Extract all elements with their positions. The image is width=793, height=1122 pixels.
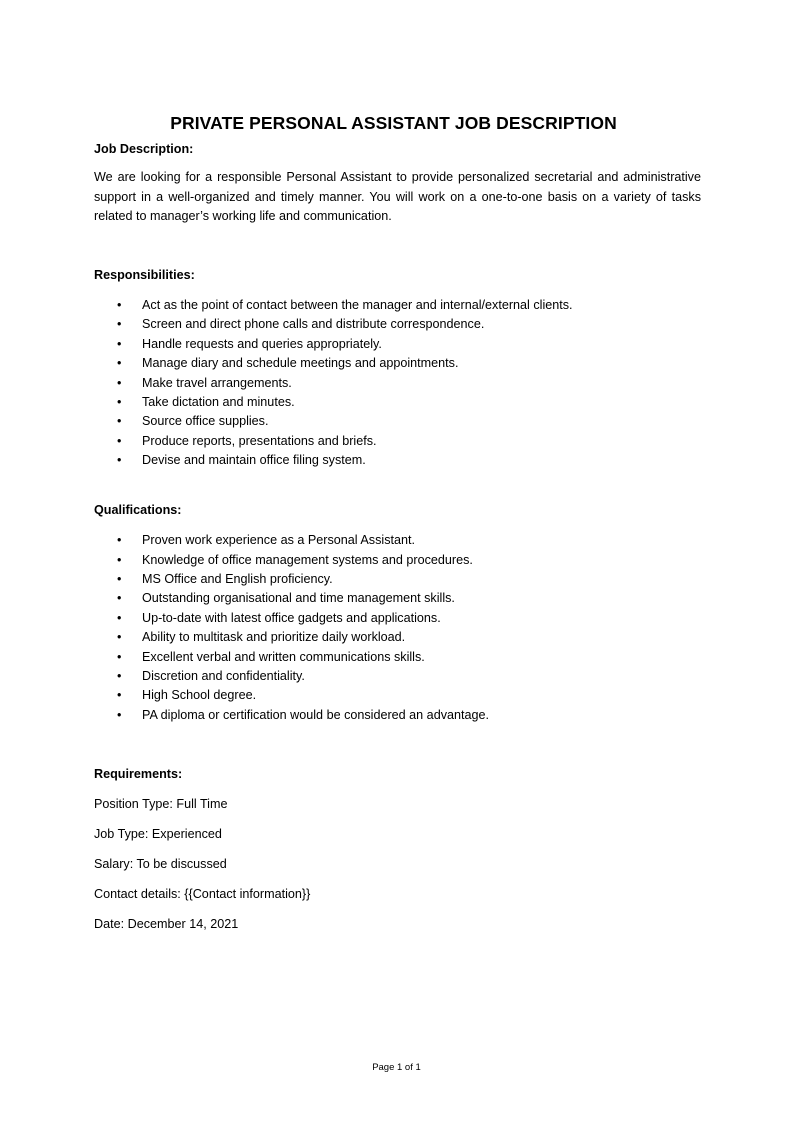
date: Date: December 14, 2021: [94, 916, 239, 931]
bullet-icon: •: [117, 571, 122, 586]
qualifications-list: [94, 531, 701, 725]
bullet-icon: •: [117, 591, 122, 606]
list-item: • Ability to multitask and prioritize daily workload.: [94, 628, 701, 647]
bullet-icon: •: [117, 395, 122, 410]
responsibilities-list: [94, 296, 701, 471]
list-item: • Knowledge of office management systems and procedures.: [94, 551, 701, 570]
list-item: • Discretion and confidentiality.: [94, 667, 701, 686]
bullet-icon: •: [117, 453, 122, 468]
list-item: • Proven work experience as a Personal Assistant.: [94, 531, 701, 550]
bullet-icon: •: [117, 298, 122, 313]
list-item: • Produce reports, presentations and briefs.: [94, 432, 701, 451]
list-item: • Up-to-date with latest office gadgets and applications.: [94, 609, 701, 628]
bullet-icon: •: [117, 336, 122, 351]
bullet-icon: •: [117, 552, 122, 567]
document-body: [94, 140, 701, 934]
list-item: • Outstanding organisational and time management skills.: [94, 589, 701, 608]
list-item: • Screen and direct phone calls and distribute correspondence.: [94, 315, 701, 334]
list-item: • PA diploma or certification would be considered an advantage.: [94, 706, 701, 725]
list-item: • Devise and maintain office filing system.: [94, 451, 701, 470]
position-type: Position Type: Full Time: [94, 797, 228, 812]
job-description-heading: Job Description:: [94, 142, 194, 156]
job-description-paragraph: We are looking for a responsible Personal Assistant to provide personalized secretarial and administrative support in a well-organized and timely manner. You will work on a one-to-one basis on a variety of tasks related to manager’s working life and communication.: [94, 170, 701, 224]
responsibilities-heading: Responsibilities:: [94, 267, 195, 282]
bullet-icon: •: [117, 414, 122, 429]
page-number: Page 1 of 1: [372, 1062, 421, 1073]
bullet-icon: •: [117, 317, 122, 332]
list-item: • Make travel arrangements.: [94, 374, 701, 393]
list-item: • Act as the point of contact between the manager and internal/external clients.: [94, 296, 701, 315]
list-item: • High School degree.: [94, 686, 701, 705]
list-item: • Excellent verbal and written communications skills.: [94, 648, 701, 667]
bullet-icon: •: [117, 356, 122, 371]
requirements-heading: Requirements:: [94, 767, 183, 782]
bullet-icon: •: [117, 375, 122, 390]
salary: Salary: To be discussed: [94, 856, 227, 871]
job-type: Job Type: Experienced: [94, 826, 222, 841]
bullet-icon: •: [117, 630, 122, 645]
bullet-icon: •: [117, 688, 122, 703]
list-item: • Handle requests and queries appropriately.: [94, 335, 701, 354]
bullet-icon: •: [117, 433, 122, 448]
bullet-icon: •: [117, 668, 122, 683]
qualifications-heading: Qualifications:: [94, 502, 182, 517]
bullet-icon: •: [117, 610, 122, 625]
list-item: • Manage diary and schedule meetings and appointments.: [94, 354, 701, 373]
list-item: • Source office supplies.: [94, 412, 701, 431]
document-title: PRIVATE PERSONAL ASSISTANT JOB DESCRIPTION: [170, 113, 617, 133]
contact-details: Contact details: {{Contact information}}: [94, 886, 311, 901]
bullet-icon: •: [117, 707, 122, 722]
list-item: • Take dictation and minutes.: [94, 393, 701, 412]
bullet-icon: •: [117, 533, 122, 548]
bullet-icon: •: [117, 649, 122, 664]
list-item: • MS Office and English proficiency.: [94, 570, 701, 589]
